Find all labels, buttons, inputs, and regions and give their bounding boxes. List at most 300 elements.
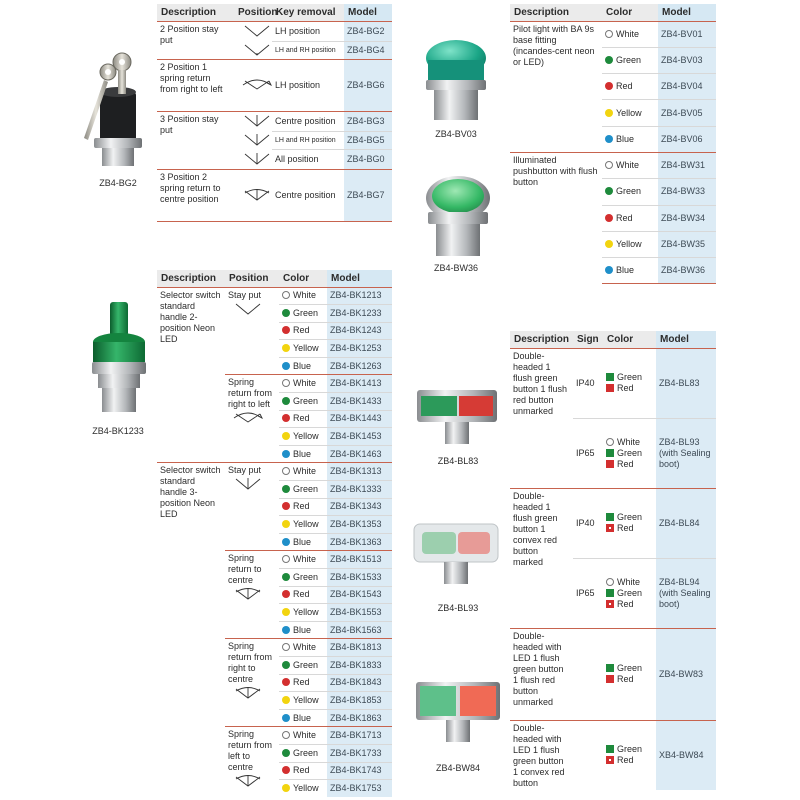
position-symbol-icon: [237, 187, 277, 203]
color-text: Green: [617, 587, 643, 598]
color-cell: [602, 126, 658, 152]
model-number: ZB4-BW34: [661, 212, 706, 223]
color-text: Red: [617, 523, 634, 533]
yellow-dot-icon: [282, 784, 290, 792]
caption-bw36: ZB4-BW36: [433, 263, 478, 273]
model-number: ZB4-BK1413: [330, 378, 382, 389]
color-text: Green: [616, 54, 642, 65]
header-model: Model: [656, 331, 716, 348]
description-text: Double-headed 1 flush green button 1 flush red button unmarked: [513, 350, 568, 416]
white-dot-icon: [606, 578, 614, 586]
green-dot-icon: [605, 56, 613, 64]
model-number: ZB4-BK1533: [330, 571, 382, 582]
color-text: Yellow: [293, 606, 319, 617]
header-position: Position: [225, 270, 279, 287]
model-cell: [658, 152, 716, 178]
description-text: Selector switch standard handle 3-position Neon LED: [160, 465, 221, 520]
red-square-icon: [606, 524, 614, 532]
model-number: ZB4-BV01: [661, 28, 703, 39]
model-number: ZB4-BL94: [659, 576, 700, 587]
model-number: ZB4-BK1233: [330, 307, 382, 318]
color-line: [606, 755, 653, 766]
color-cell: [603, 558, 656, 628]
key-removal-text: Centre position: [275, 189, 336, 200]
color-line: [606, 459, 653, 470]
color-cell: [279, 481, 327, 499]
model-cell: [344, 131, 392, 149]
table-row: [157, 463, 392, 481]
key-removal-cell: [272, 41, 344, 59]
model-number: ZB4-BW35: [661, 239, 706, 250]
color-cell: [279, 639, 327, 657]
position-cell: [234, 131, 272, 149]
model-cell: [658, 74, 716, 100]
header-model: Model: [327, 270, 392, 287]
yellow-dot-icon: [282, 520, 290, 528]
table-row: [510, 21, 716, 47]
model-cell: [327, 498, 392, 516]
model-number: ZB4-BV04: [661, 81, 703, 92]
color-cell: [602, 100, 658, 126]
blue-dot-icon: [282, 362, 290, 370]
position-text: Stay put: [228, 289, 262, 300]
table-row: [510, 348, 716, 418]
model-cell: [327, 357, 392, 375]
model-cell: [327, 621, 392, 639]
description-cell: [157, 287, 225, 463]
header-model: Model: [658, 4, 716, 21]
model-number: ZB4-BK1343: [330, 501, 382, 512]
red-square-icon: [606, 460, 614, 468]
model-cell: [656, 558, 716, 628]
model-number: ZB4-BK1253: [330, 343, 382, 354]
color-cell: [602, 152, 658, 178]
model-number: ZB4-BW31: [661, 160, 706, 171]
color-text: Red: [293, 413, 310, 424]
white-dot-icon: [605, 161, 613, 169]
color-cell: [603, 628, 656, 720]
color-cell: [279, 428, 327, 446]
model-cell: [327, 569, 392, 587]
color-cell: [279, 586, 327, 604]
white-dot-icon: [282, 555, 290, 563]
header-color: Color: [279, 270, 327, 287]
header-description: Description: [510, 331, 573, 348]
red-dot-icon: [282, 502, 290, 510]
header-description: Description: [157, 4, 234, 21]
model-line: [659, 448, 713, 459]
model-cell: [327, 586, 392, 604]
header-description: Description: [510, 4, 602, 21]
red-dot-icon: [282, 766, 290, 774]
position-text: Spring return from right to left: [228, 377, 273, 410]
color-line: [606, 448, 653, 459]
color-text: Blue: [616, 133, 635, 144]
color-text: Red: [293, 589, 310, 600]
model-number: ZB4-BG0: [347, 153, 385, 164]
key-removal-text: Centre position: [275, 115, 336, 126]
color-cell: [603, 348, 656, 418]
model-number: ZB4-BW36: [661, 265, 706, 276]
model-number: ZB4-BK1853: [330, 694, 382, 705]
color-cell: [279, 340, 327, 358]
model-cell: [344, 149, 392, 169]
header-description: Description: [157, 270, 225, 287]
model-number: ZB4-BK1513: [330, 554, 382, 565]
model-number: ZB4-BW83: [659, 668, 704, 679]
model-line: [659, 518, 713, 529]
color-cell: [602, 74, 658, 100]
table-row: [157, 287, 392, 305]
model-line: [659, 669, 713, 680]
key-removal-text: LH and RH position: [275, 137, 336, 144]
model-cell: [327, 322, 392, 340]
model-number: ZB4-BV05: [661, 107, 703, 118]
model-number: ZB4-BK1443: [330, 413, 382, 424]
model-cell: [656, 720, 716, 790]
model-number: boot): [659, 598, 680, 609]
green-square-icon: [606, 449, 614, 457]
color-text: Yellow: [293, 431, 319, 442]
model-number: ZB4-BG5: [347, 134, 385, 145]
position-symbol-icon: [228, 476, 268, 492]
header-position: Position: [234, 4, 272, 21]
description-text: Illuminated pushbutton with flush button: [513, 154, 598, 187]
sign-cell: [573, 488, 603, 558]
model-cell: [327, 445, 392, 463]
description-cell: [510, 152, 602, 283]
green-square-icon: [606, 513, 614, 521]
position-text: Spring return to centre: [228, 553, 262, 586]
model-number: ZB4-BG6: [347, 79, 385, 90]
position-cell: [225, 551, 279, 639]
description-text: Double-headed with LED 1 flush green button 1 flush red button unmarked: [513, 630, 564, 707]
white-dot-icon: [282, 291, 290, 299]
model-cell: [656, 418, 716, 488]
key-removal-text: LH position: [275, 79, 321, 90]
blue-dot-icon: [282, 714, 290, 722]
model-cell: [327, 639, 392, 657]
model-number: ZB4-BK1553: [330, 606, 382, 617]
description-cell: [510, 628, 573, 720]
color-cell: [279, 621, 327, 639]
model-cell: [656, 488, 716, 558]
model-cell: [327, 551, 392, 569]
position-cell: [225, 287, 279, 375]
model-number: ZB4-BV06: [661, 133, 703, 144]
position-cell: [234, 169, 272, 221]
yellow-dot-icon: [282, 608, 290, 616]
model-number: ZB4-BK1433: [330, 395, 382, 406]
header-key_removal: Key removal: [272, 4, 344, 21]
caption-bg2: ZB4-BG2: [99, 178, 137, 188]
color-cell: [279, 498, 327, 516]
double-head-bl83-photo: [415, 388, 499, 448]
model-cell: [327, 709, 392, 727]
color-text: Red: [617, 383, 634, 393]
model-cell: [327, 393, 392, 411]
red-dot-icon: [282, 326, 290, 334]
description-text: 2 Position stay put: [160, 23, 219, 45]
color-cell: [279, 305, 327, 323]
model-cell: [344, 21, 392, 41]
color-text: Green: [293, 659, 319, 670]
color-text: Red: [617, 674, 634, 684]
position-cell: [234, 149, 272, 169]
position-cell: [234, 111, 272, 131]
position-cell: [234, 21, 272, 41]
key-removal-cell: [272, 111, 344, 131]
red-dot-icon: [605, 214, 613, 222]
selector-switch-table: [157, 270, 392, 797]
color-text: Green: [293, 483, 319, 494]
model-cell: [344, 111, 392, 131]
model-cell: [344, 169, 392, 221]
model-number: boot): [659, 458, 680, 469]
white-dot-icon: [282, 731, 290, 739]
pilot-light-photo: [420, 36, 492, 124]
color-cell: [279, 604, 327, 622]
color-text: White: [617, 576, 641, 587]
green-square-icon: [606, 664, 614, 672]
color-cell: [279, 410, 327, 428]
color-cell: [602, 231, 658, 257]
red-dot-icon: [282, 414, 290, 422]
model-line: [659, 577, 713, 588]
caption-bl83: ZB4-BL83: [437, 456, 479, 466]
model-number: ZB4-BK1313: [330, 466, 382, 477]
position-cell: [225, 639, 279, 727]
green-square-icon: [606, 373, 614, 381]
model-cell: [658, 179, 716, 205]
table-row: [157, 59, 392, 111]
color-text: Green: [293, 571, 319, 582]
key-removal-cell: [272, 59, 344, 111]
white-dot-icon: [282, 643, 290, 651]
green-dot-icon: [282, 485, 290, 493]
color-text: Red: [617, 755, 634, 766]
model-number: ZB4-BK1263: [330, 360, 382, 371]
position-cell: [225, 375, 279, 463]
color-cell: [279, 533, 327, 551]
yellow-dot-icon: [282, 432, 290, 440]
model-cell: [327, 762, 392, 780]
description-text: Double-headed 1 flush green button 1 convex red button marked: [513, 490, 558, 567]
sign-text: IP40: [576, 377, 595, 388]
table-row: [510, 628, 716, 720]
model-cell: [658, 126, 716, 152]
key-selector-photo: [78, 50, 150, 170]
color-text: White: [293, 554, 317, 565]
caption-bl93: ZB4-BL93: [437, 603, 479, 613]
color-text: Yellow: [293, 343, 319, 354]
model-number: ZB4-BK1463: [330, 448, 382, 459]
blue-dot-icon: [605, 135, 613, 143]
color-line: [606, 577, 653, 588]
model-number: ZB4-BG3: [347, 115, 385, 126]
color-line: [606, 383, 653, 394]
model-line: [659, 459, 713, 470]
color-text: Green: [617, 663, 643, 673]
color-text: Red: [616, 81, 633, 92]
green-dot-icon: [282, 661, 290, 669]
position-cell: [225, 463, 279, 551]
color-cell: [279, 569, 327, 587]
color-text: Red: [293, 765, 310, 776]
color-line: [606, 512, 653, 523]
key-removal-cell: [272, 131, 344, 149]
model-number: ZB4-BK1743: [330, 765, 382, 776]
model-cell: [327, 375, 392, 393]
model-number: ZB4-BG2: [347, 25, 385, 36]
color-line: [606, 588, 653, 599]
description-cell: [157, 111, 234, 169]
white-dot-icon: [282, 467, 290, 475]
color-text: Blue: [616, 265, 635, 276]
model-cell: [658, 100, 716, 126]
color-text: Red: [617, 458, 634, 469]
color-cell: [602, 205, 658, 231]
model-cell: [327, 410, 392, 428]
white-dot-icon: [282, 379, 290, 387]
color-cell: [279, 516, 327, 534]
position-text: Spring return from left to centre: [228, 729, 273, 773]
model-number: (with Sealing: [659, 447, 711, 458]
color-text: Blue: [293, 712, 312, 723]
white-dot-icon: [605, 30, 613, 38]
color-cell: [279, 375, 327, 393]
caption-bv03: ZB4-BV03: [435, 129, 477, 139]
description-cell: [157, 169, 234, 221]
position-cell: [225, 727, 279, 797]
model-number: ZB4-BL93: [659, 436, 700, 447]
model-cell: [327, 604, 392, 622]
description-text: Double-headed with LED 1 flush green button 1 convex red button: [513, 722, 565, 788]
position-symbol-icon: [237, 113, 277, 129]
model-cell: [327, 287, 392, 305]
color-text: White: [616, 28, 640, 39]
color-text: White: [293, 378, 317, 389]
pilot-light-table: [510, 4, 716, 284]
key-selector-table: [157, 4, 392, 222]
model-cell: [658, 47, 716, 73]
description-text: 2 Position 1 spring return from right to left: [160, 61, 223, 94]
key-removal-text: All position: [275, 153, 319, 164]
red-dot-icon: [605, 82, 613, 90]
green-square-icon: [606, 589, 614, 597]
color-cell: [279, 322, 327, 340]
model-number: ZB4-BL84: [659, 517, 700, 528]
color-cell: [602, 21, 658, 47]
color-cell: [279, 744, 327, 762]
model-number: ZB4-BL83: [659, 377, 700, 388]
model-line: [659, 437, 713, 448]
color-text: White: [293, 466, 317, 477]
color-cell: [279, 551, 327, 569]
model-cell: [656, 348, 716, 418]
color-text: Blue: [293, 448, 312, 459]
green-dot-icon: [605, 187, 613, 195]
model-line: [659, 750, 713, 761]
model-cell: [327, 744, 392, 762]
model-number: ZB4-BV03: [661, 54, 703, 65]
model-number: ZB4-BK1733: [330, 747, 382, 758]
color-text: Green: [293, 747, 319, 758]
color-cell: [602, 179, 658, 205]
model-cell: [658, 231, 716, 257]
color-text: Green: [617, 744, 643, 755]
color-text: Red: [293, 325, 310, 336]
model-cell: [327, 340, 392, 358]
blue-dot-icon: [605, 266, 613, 274]
model-cell: [327, 463, 392, 481]
green-selector-photo: [86, 298, 152, 416]
color-text: Red: [293, 677, 310, 688]
description-cell: [510, 720, 573, 790]
model-line: [659, 599, 713, 610]
description-cell: [157, 21, 234, 59]
color-text: Blue: [293, 360, 312, 371]
model-number: ZB4-BK1713: [330, 730, 382, 741]
sign-text: IP65: [576, 447, 595, 458]
position-symbol-icon: [228, 773, 268, 789]
table-row: [510, 720, 716, 790]
color-text: Green: [293, 395, 319, 406]
color-text: Yellow: [616, 107, 642, 118]
green-square-icon: [606, 745, 614, 753]
position-symbol-icon: [228, 685, 268, 701]
red-square-icon: [606, 675, 614, 683]
color-line: [606, 744, 653, 755]
red-square-icon: [606, 756, 614, 764]
red-square-icon: [606, 384, 614, 392]
model-cell: [327, 481, 392, 499]
position-cell: [234, 41, 272, 59]
color-text: Yellow: [293, 783, 319, 794]
model-number: ZB4-BK1753: [330, 783, 382, 794]
position-symbol-icon: [237, 23, 277, 39]
model-cell: [656, 628, 716, 720]
sign-text: IP40: [576, 517, 595, 528]
model-number: ZB4-BK1243: [330, 325, 382, 336]
model-cell: [658, 258, 716, 284]
blue-dot-icon: [282, 450, 290, 458]
table-row: [157, 169, 392, 221]
description-text: 3 Position stay put: [160, 113, 219, 135]
model-cell: [327, 674, 392, 692]
color-text: White: [293, 642, 317, 653]
color-cell: [603, 720, 656, 790]
color-line: [606, 437, 653, 448]
color-text: Green: [616, 186, 642, 197]
yellow-dot-icon: [282, 696, 290, 704]
position-text: Stay put: [228, 465, 262, 476]
illuminated-pushbutton-photo: [422, 172, 494, 260]
color-line: [606, 372, 653, 383]
model-cell: [327, 516, 392, 534]
description-cell: [510, 488, 573, 628]
green-dot-icon: [282, 573, 290, 581]
position-symbol-icon: [228, 410, 268, 426]
description-text: Pilot light with BA 9s base fitting (incandes-cent neon or LED): [513, 23, 595, 67]
color-line: [606, 599, 653, 610]
color-cell: [279, 709, 327, 727]
yellow-dot-icon: [605, 240, 613, 248]
color-text: Blue: [293, 536, 312, 547]
color-cell: [279, 656, 327, 674]
color-cell: [279, 780, 327, 798]
color-line: [606, 523, 653, 534]
